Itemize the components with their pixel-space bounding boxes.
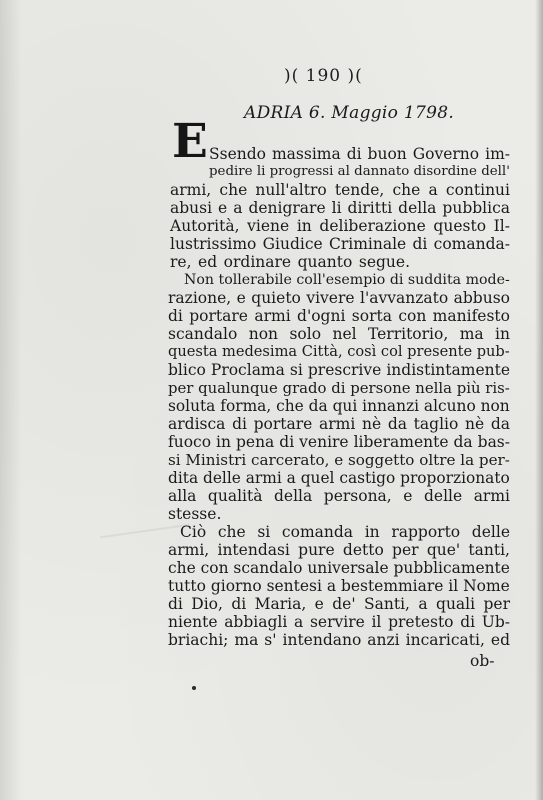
text-line: Autorità, viene in deliberazione questo Il- [170,217,510,235]
text-line: Ssendo massima di buon Governo im- [209,145,510,163]
text-line: Ciò che si comanda in rapporto delle [180,523,510,541]
text-line: lustrissimo Giudice Criminale di comanda- [170,235,510,253]
catchword: ob- [470,652,495,670]
drop-cap: E [172,114,208,169]
text-line: scandalo non solo nel Territorio, ma in [168,325,510,343]
text-line: per qualunque grado di persone nella più ris- [168,379,510,397]
page-number: )( 190 )( [284,66,363,86]
dateline: ADRIA 6. Maggio 1798. [244,103,455,123]
text-line: si Ministri carcerato, e soggetto oltre la per- [168,451,510,469]
text-line: armi, intendasi pure detto per que' tanti, [168,541,510,559]
text-line: tutto giorno sentesi a bestemmiare il Nome [168,577,510,595]
text-line: briachi; ma s' intendano anzi incaricati, ed [168,631,510,649]
text-line: stesse. [168,505,222,523]
ink-dot [192,686,196,690]
text-line: re, ed ordinare quanto segue. [170,253,410,271]
text-line: niente abbiagli a servire il pretesto di Ub- [168,613,510,631]
text-line: soluta forma, che da qui innanzi alcuno non [168,397,510,415]
text-line: abusi e a denigrare li diritti della pubblica [170,199,510,217]
text-line: pedire li progressi al dannato disordine dell' [209,164,510,179]
text-line: Non tollerabile coll'esempio di suddita mode- [184,272,510,288]
text-line: blico Proclama si prescrive indistintamente [168,361,510,379]
text-line: fuoco in pena di venire liberamente da bas- [168,433,510,451]
text-line: di portare armi d'ogni sorta con manifesto [168,307,510,325]
text-line: di Dio, di Maria, e de' Santi, a quali per [168,595,510,613]
text-line: alla qualità della persona, e delle armi [168,487,510,505]
text-line: questa medesima Città, così col presente pub- [168,343,510,360]
text-line: ardisca di portare armi nè da taglio nè da [168,415,510,433]
text-line: che con scandalo universale pubblicamente [168,559,510,577]
page-edge-shadow [535,0,543,800]
text-line: dita delle armi a quel castigo proporzionato [168,469,510,487]
paper-crease [100,524,189,539]
text-line: armi, che null'altro tende, che a continui [170,181,510,199]
text-line: razione, e quieto vivere l'avvanzato abbuso [168,289,510,307]
